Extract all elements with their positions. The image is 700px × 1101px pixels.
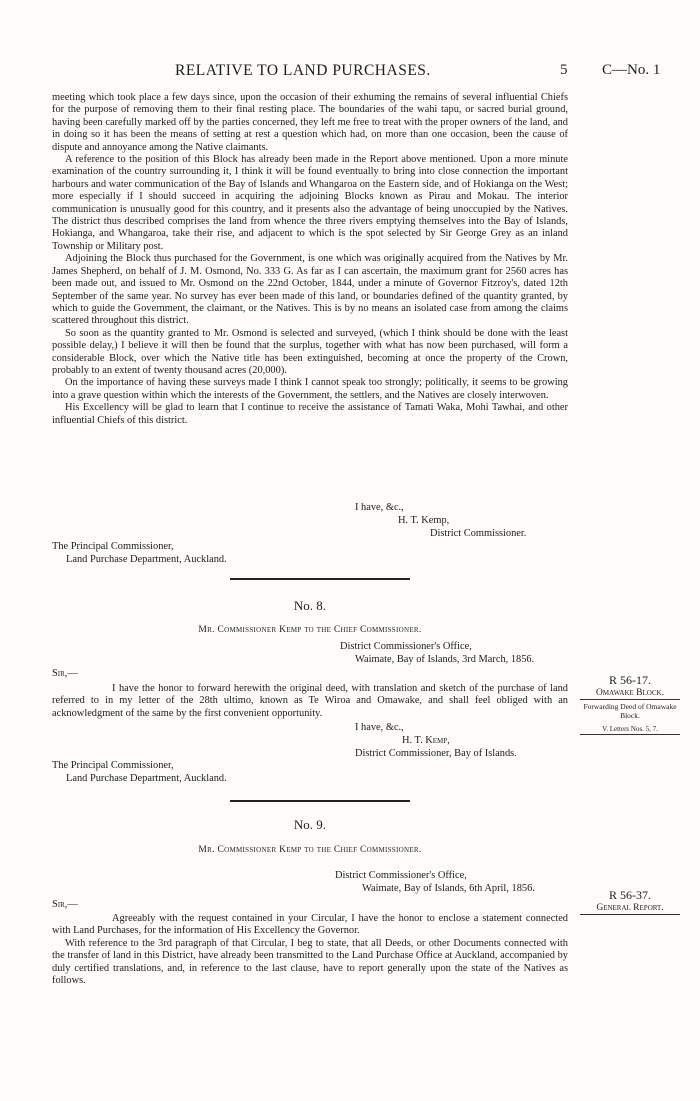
- paragraph: His Excellency will be glad to learn that I continue to receive the assistance of Tamati Waka, Mohi Tawhai, and other influential Chiefs of this district.: [52, 402, 568, 426]
- margin-title: General Report.: [580, 903, 680, 915]
- office-date-line: Waimate, Bay of Islands, 6th April, 1856.: [362, 883, 535, 894]
- document-reference: C—No. 1: [602, 62, 661, 78]
- letter-number: No. 8.: [293, 598, 327, 613]
- margin-title: Omawake Block.: [580, 688, 680, 700]
- paragraph: On the importance of having these surveys made I think I cannot speak too strongly; politically, it seems to be growing into a grave question within which the interests of the Government, the settlers, and the Natives are closely interwoven.: [52, 377, 568, 401]
- paragraph: Agreeably with the request contained in your Circular, I have the honor to enclose a statement connected with Land Purchases, for the information of His Excellency the Governor.: [52, 913, 568, 937]
- office-date-line: Waimate, Bay of Islands, 3rd March, 1856.: [355, 654, 535, 665]
- office-line: District Commissioner's Office,: [335, 870, 467, 881]
- letter-continuation: [52, 92, 568, 427]
- margin-summary: Forwarding Deed of Omawake Block.: [583, 702, 677, 720]
- section-divider: [230, 800, 410, 802]
- paragraph: meeting which took place a few days since, upon the occasion of their exhuming the remains of several influential Chiefs for the purpose of removing them to their final resting place. The boundaries of the wahi tapu, or sacred burial ground, having been carefully marked off by the parties concerned, they left me free to treat with the proper owners of the land, and in doing so it has been the means of setting at rest a question which had, on more than one occasion, been the cause of dispute and annoyance among the Native claimants.: [52, 92, 568, 153]
- margin-note: [580, 675, 680, 735]
- letter-number: No. 9.: [293, 817, 327, 832]
- signer-title: District Commissioner, Bay of Islands.: [355, 748, 517, 759]
- salutation: Sir,—: [52, 899, 78, 910]
- office-line: District Commissioner's Office,: [340, 641, 472, 652]
- paragraph: With reference to the 3rd paragraph of that Circular, I beg to state, that all Deeds, or other Documents connected with the transfer of land in this District, have already been transmitted to the Land Purchase Office at Auckland, accompanied by duly certified translations, and, in reference to the last clause, have to report generally upon the state of the Natives as follows.: [52, 937, 568, 987]
- addressee-line: The Principal Commissioner,: [52, 760, 174, 771]
- signer-title: District Commissioner.: [430, 528, 527, 539]
- letter-body: [52, 913, 568, 987]
- letter-subheading: Mr. Commissioner Kemp to the Chief Commissioner.: [198, 625, 422, 635]
- signer-name: H. T. Kemp,: [398, 515, 450, 526]
- section-divider: [230, 578, 410, 580]
- paragraph: I have the honor to forward herewith the original deed, with translation and sketch of the purchase of land referred to in my letter of the 28th ultimo, known as Te Wiroa and Omawake, and shall feel obliged with an acknowledgment of the same by the first convenient opportunity.: [52, 683, 568, 719]
- paragraph: A reference to the position of this Block has already been made in the Report above mentioned. Upon a more minute examination of the country surrounding it, I think it will be found eventually to bring into close connection the important harbours and water communication of the Bay of Islands and Whangaroa on the Eastern side, and of Hokianga on the West; more especially if I should succeed in acquiring the adjoining Blocks known as Pirau and Mokau. The interior communication is unusually good for this country, and it presents also the advantage of being unoccupied by the Natives. The district thus described comprises the land from whence the three rivers emptying themselves into the Bay of Islands, Hokianga, and Whangaroa, take their rise, and adjacent to which is the spot selected by Sir George Grey as an inland Township or Military post.: [52, 154, 568, 252]
- paragraph: Adjoining the Block thus purchased for the Government, is one which was originally acquired from the Natives by Mr. James Shepherd, on behalf of J. M. Osmond, No. 333 G. As far as I can ascertain, the maximum grant for 2560 acres has been made out, and issued to Mr. Osmond on the 22nd October, 1844, under a minute of Governor Fitzroy's, dated 12th September of the same year. No survey has ever been made of this land, or boundaries defined of the quantity granted, by which to guide the Government, the claimant, or the Natives. This is by no means an isolated case from among the claims scattered throughout this district.: [52, 253, 568, 327]
- margin-note: [580, 890, 680, 915]
- paragraph: So soon as the quantity granted to Mr. Osmond is selected and surveyed, (which I think should be done with the least possible delay,) I believe it will then be found that the surplus, together with what has now been purchased, will form a considerable Block, over which the Native title has been extinguished, becoming at once the property of the Crown, probably to an extent of twenty thousand acres (20,000).: [52, 327, 568, 376]
- page-number: 5: [560, 62, 568, 78]
- margin-reference: R 56-17.: [609, 673, 651, 687]
- margin-reference: R 56-37.: [609, 888, 651, 902]
- signer-name: H. T. Kemp,: [402, 735, 450, 746]
- addressee-line: Land Purchase Department, Auckland.: [66, 554, 227, 565]
- closing: I have, &c.,: [355, 722, 404, 733]
- letter-subheading: Mr. Commissioner Kemp to the Chief Commissioner.: [198, 845, 422, 855]
- closing: I have, &c.,: [355, 502, 404, 513]
- letter-body: [52, 683, 568, 720]
- margin-see-also: V. Letters Nos. 5, 7.: [580, 724, 680, 735]
- running-header-title: RELATIVE TO LAND PURCHASES.: [175, 62, 431, 79]
- addressee-line: The Principal Commissioner,: [52, 541, 174, 552]
- salutation: Sir,—: [52, 668, 78, 679]
- addressee-line: Land Purchase Department, Auckland.: [66, 773, 227, 784]
